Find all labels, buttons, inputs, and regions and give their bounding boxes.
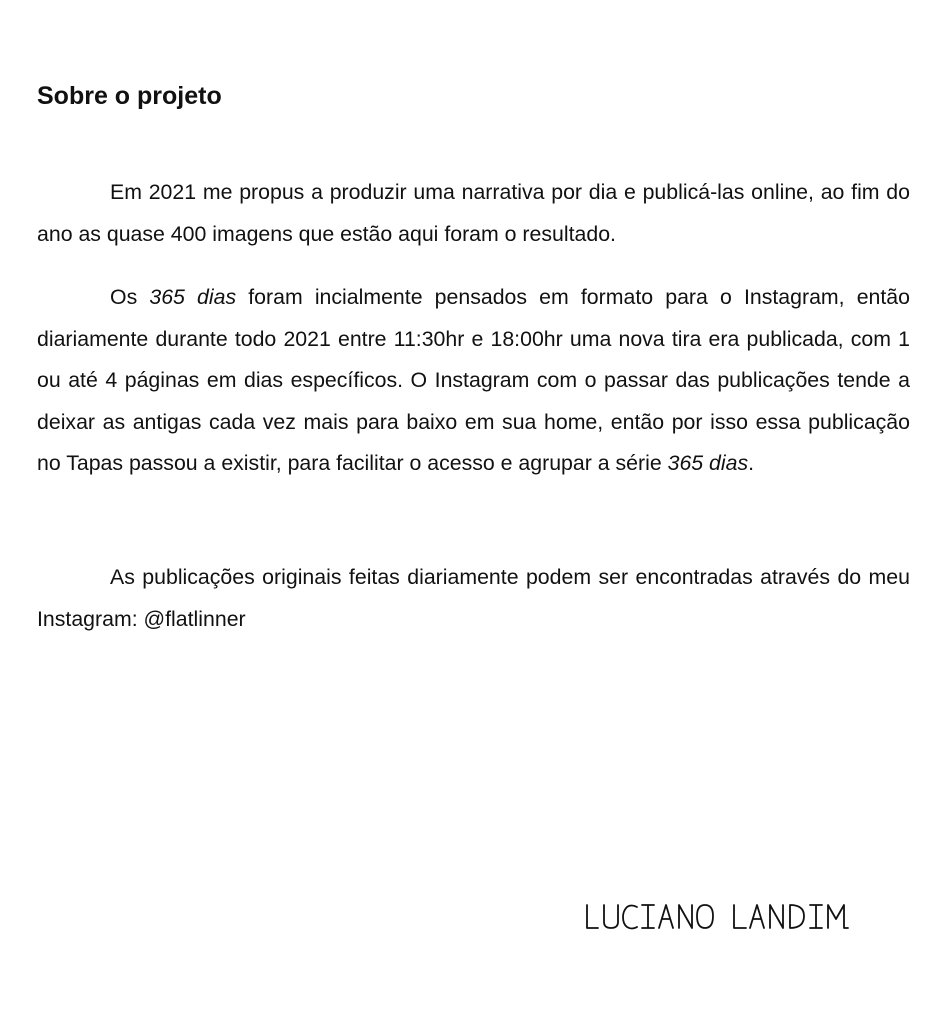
page-title: Sobre o projeto (37, 82, 222, 110)
paragraph-text-segment: Os (110, 285, 150, 309)
series-title-italic: 365 dias (149, 285, 237, 309)
series-title-italic: 365 dias (667, 451, 749, 475)
paragraph-intro: Em 2021 me propus a produzir uma narrativa por dia e publicá-las online, ao fim do ano as quase 400 imagens que estão aqui foram o resultado. (37, 180, 910, 246)
paragraph-instagram-origin (37, 277, 910, 485)
paragraph-text-segment: . (748, 451, 755, 475)
paragraph-instagram-handle: As publicações originais feitas diariamente podem ser encontradas através do meu Instagram: @flatlinner (37, 565, 910, 631)
paragraph-text-segment: foram incialmente pensados em formato para o Instagram, então diariamente durante todo 2021 entre 11:30hr e 18:00hr uma nova tira era publicada, com 1 ou até 4 páginas em dias específicos. O Instagram com o passar das publicações tende a deixar as antigas cada vez mais para baixo em sua home, então por isso essa publicação no Tapas passou a existir, para facilitar o acesso e agrupar a série (37, 285, 910, 475)
handwritten-signature (584, 895, 884, 945)
signature-drawing (584, 895, 864, 935)
